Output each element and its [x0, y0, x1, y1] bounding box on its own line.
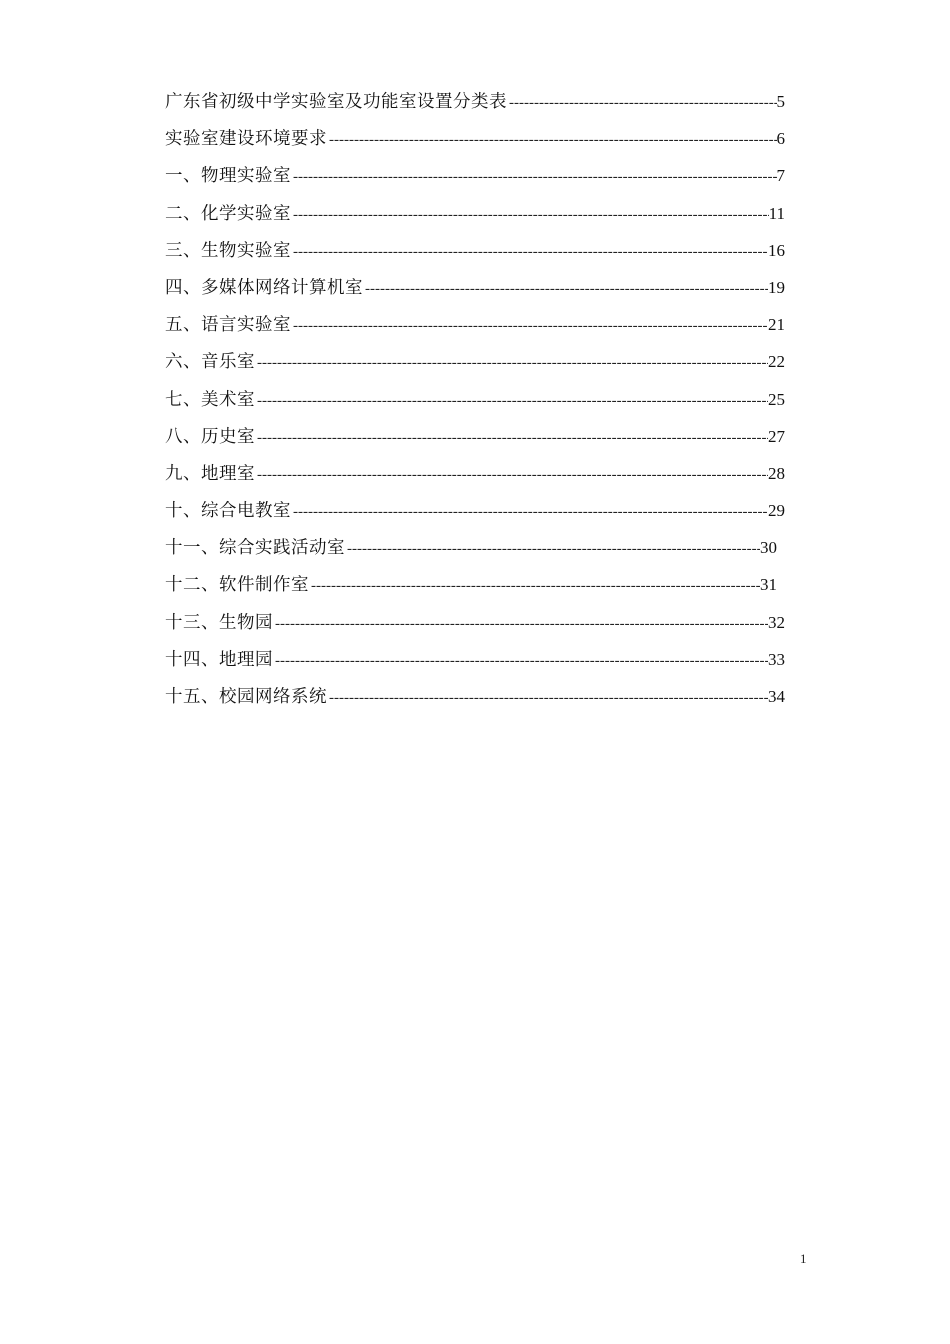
toc-entry-title: 实验室建设环境要求 — [165, 129, 327, 150]
toc-dot-leader — [345, 535, 760, 563]
toc-entry[interactable] — [165, 534, 777, 571]
toc-entry[interactable] — [165, 311, 785, 348]
toc-entry[interactable] — [165, 423, 785, 460]
toc-dot-leader — [255, 349, 768, 377]
toc-entry-page: 7 — [776, 166, 785, 186]
toc-entry[interactable] — [165, 386, 785, 423]
toc-entry[interactable] — [165, 646, 785, 683]
toc-entry-title: 十一、综合实践活动室 — [165, 538, 345, 559]
toc-dot-leader — [309, 572, 760, 600]
toc-dot-leader — [255, 461, 768, 489]
toc-dot-leader — [291, 201, 769, 229]
table-of-contents — [165, 88, 785, 720]
toc-entry[interactable] — [165, 162, 785, 199]
toc-entry-title: 十、综合电教室 — [165, 501, 291, 522]
toc-dot-leader — [327, 126, 777, 154]
toc-dot-leader — [255, 424, 768, 452]
toc-dot-leader — [291, 312, 768, 340]
toc-dot-leader — [291, 498, 768, 526]
toc-entry[interactable] — [165, 237, 785, 274]
toc-entry[interactable] — [165, 609, 785, 646]
toc-entry-page: 29 — [768, 501, 785, 521]
toc-entry[interactable] — [165, 200, 785, 237]
toc-entry-title: 四、多媒体网络计算机室 — [165, 277, 363, 298]
toc-entry[interactable] — [165, 460, 785, 497]
toc-entry[interactable] — [165, 274, 785, 311]
toc-entry-title: 十三、生物园 — [165, 612, 273, 633]
toc-dot-leader — [273, 647, 768, 675]
toc-entry-page: 31 — [760, 575, 777, 595]
toc-entry-page: 16 — [768, 240, 785, 260]
toc-entry-title: 一、物理实验室 — [165, 166, 291, 187]
toc-entry-page: 33 — [768, 649, 785, 669]
toc-entry-page: 25 — [768, 389, 785, 409]
toc-entry-title: 五、语言实验室 — [165, 315, 291, 336]
toc-entry-title: 九、地理室 — [165, 463, 255, 484]
toc-entry-title: 二、化学实验室 — [165, 203, 291, 224]
toc-entry-title: 十四、地理园 — [165, 649, 273, 670]
toc-dot-leader — [291, 163, 777, 191]
toc-dot-leader — [327, 684, 768, 712]
toc-entry[interactable] — [165, 348, 785, 385]
toc-entry-page: 32 — [768, 612, 785, 632]
toc-entry-page: 19 — [768, 277, 785, 297]
toc-dot-leader — [255, 387, 768, 415]
toc-entry-title: 广东省初级中学实验室及功能室设置分类表 — [165, 92, 507, 112]
toc-entry-title: 十五、校园网络系统 — [165, 687, 327, 707]
toc-entry-page: 34 — [768, 687, 785, 706]
toc-entry-page: 22 — [768, 352, 785, 372]
toc-entry-page: 21 — [768, 315, 785, 335]
toc-entry[interactable] — [165, 683, 785, 720]
toc-entry[interactable] — [165, 571, 777, 608]
toc-entry[interactable] — [165, 497, 785, 534]
toc-entry-title: 七、美术室 — [165, 389, 255, 410]
toc-entry[interactable] — [165, 88, 785, 125]
toc-entry-title: 八、历史室 — [165, 426, 255, 447]
toc-entry-title: 六、音乐室 — [165, 352, 255, 373]
toc-dot-leader — [363, 275, 768, 303]
toc-dot-leader — [273, 610, 768, 638]
toc-entry-page: 30 — [760, 538, 777, 558]
toc-dot-leader — [291, 238, 768, 266]
toc-entry-page: 11 — [768, 203, 785, 223]
toc-entry-page: 27 — [768, 426, 785, 446]
toc-entry-page: 28 — [768, 463, 785, 483]
toc-entry[interactable] — [165, 125, 785, 162]
page-number: 1 — [800, 1251, 807, 1266]
toc-entry-title: 三、生物实验室 — [165, 240, 291, 261]
toc-entry-page: 6 — [776, 129, 785, 149]
toc-dot-leader — [507, 89, 777, 117]
toc-entry-page: 5 — [776, 92, 785, 111]
toc-entry-title: 十二、软件制作室 — [165, 575, 309, 596]
